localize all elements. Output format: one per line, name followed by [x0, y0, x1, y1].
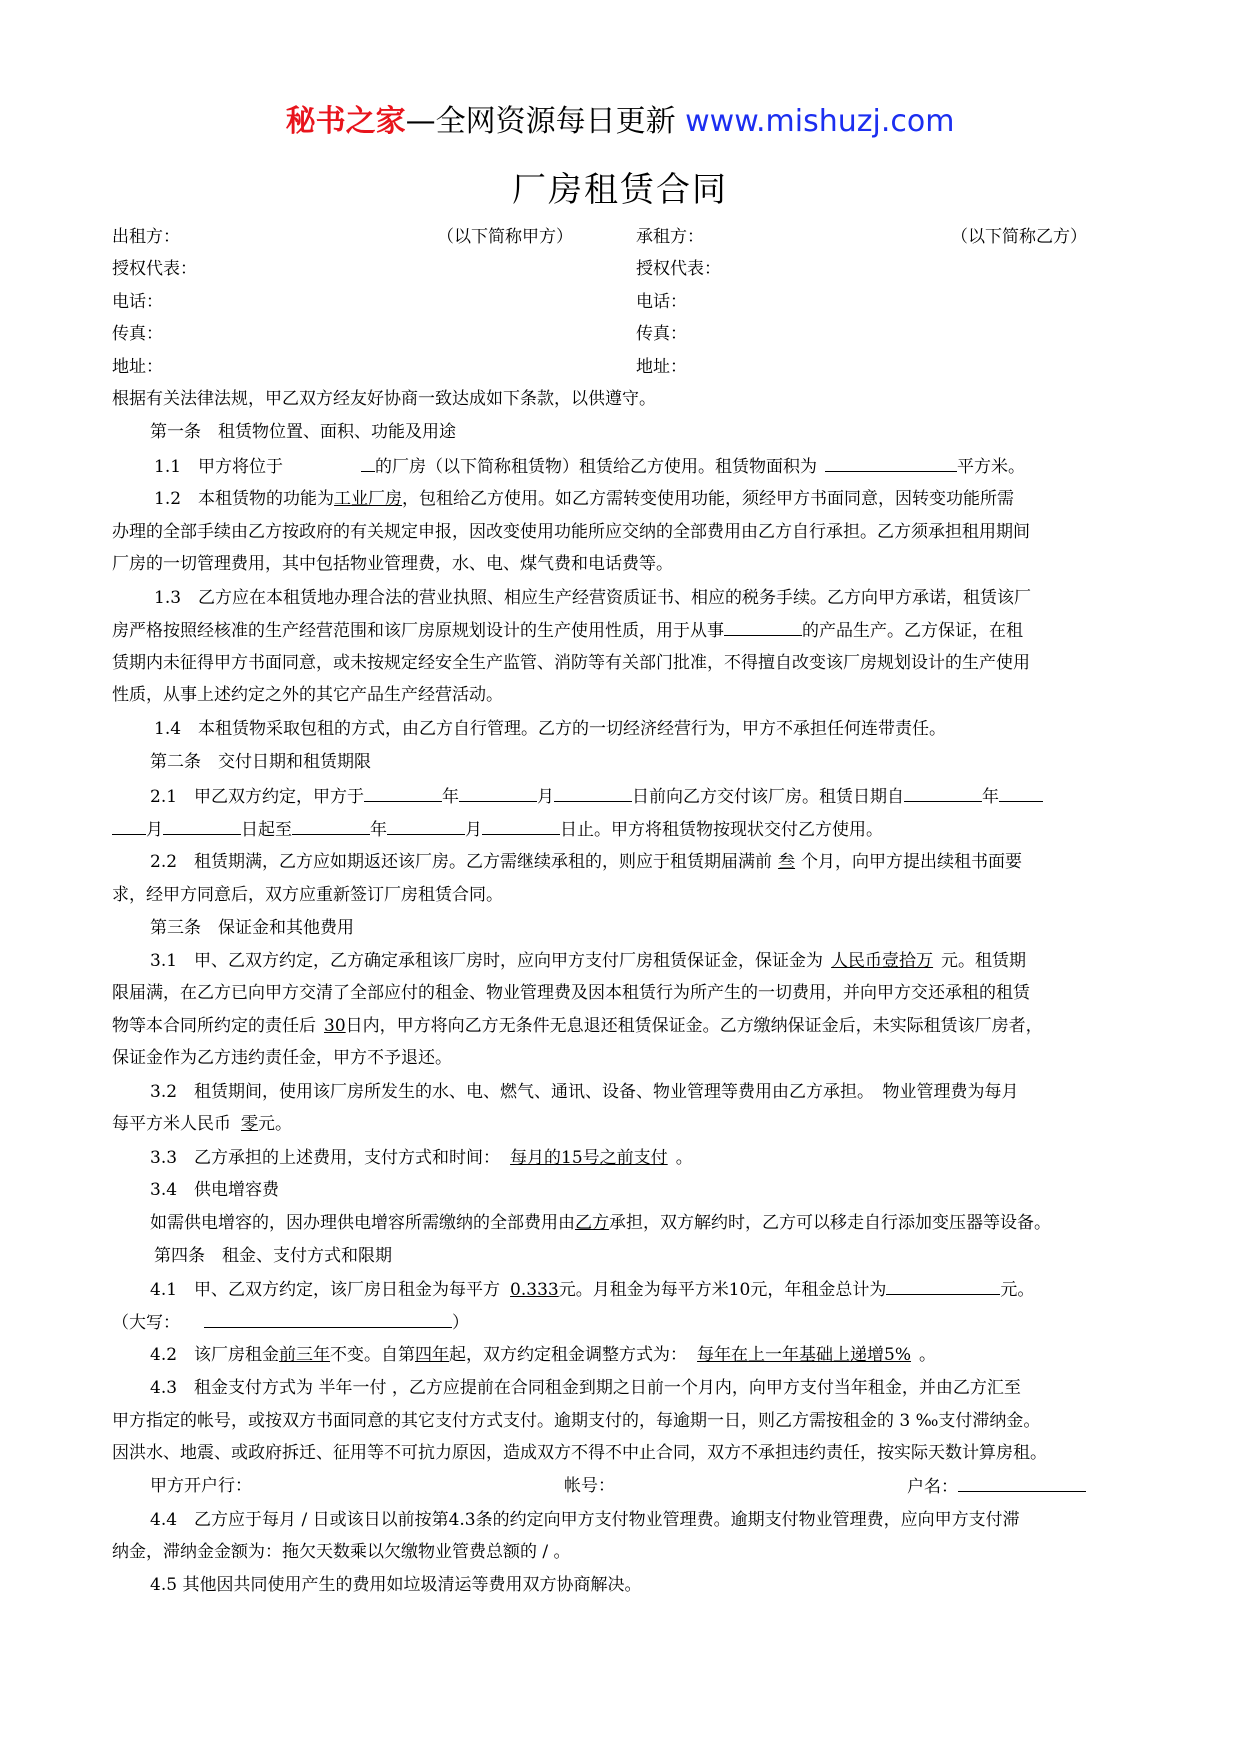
account-name-blank — [958, 1474, 1086, 1492]
location-underline — [361, 454, 375, 472]
clause-text: 起，双方约定租金调整方式为： — [449, 1345, 688, 1365]
lessor-phone-label: 电话： — [112, 292, 163, 312]
account-name-row — [907, 1474, 1086, 1499]
clause-4-1-line-2 — [112, 1310, 469, 1335]
location-blank — [283, 455, 361, 472]
year-label: 年 — [982, 787, 1000, 807]
clause-2-2 — [150, 850, 1022, 874]
banner-site-link[interactable]: www.mishuzj.com — [685, 104, 955, 139]
filled-value: 每年在上一年基础上递增5% — [697, 1345, 912, 1365]
date-blank — [459, 784, 537, 802]
clause-3-2: 3.2 租赁期间，使用该厂房所发生的水、电、燃气、通讯、设备、物业管理等费用由乙方承担。 物业管理费为每月 — [150, 1082, 1019, 1102]
year-label: 年 — [442, 787, 460, 807]
lessor-label: 出租方： — [112, 227, 180, 247]
clause-1-3: 1.3 乙方应在本租赁地办理合法的营业执照、相应生产经营资质证书、相应的税务手续。乙方向甲方承诺，租赁该厂 — [154, 588, 1032, 608]
bank-label: 甲方开户行： — [150, 1476, 252, 1496]
article-2-heading: 第二条 交付日期和租赁期限 — [150, 752, 371, 772]
clause-text: 元。租赁期 — [941, 951, 1027, 971]
clause-4-3-line-2: 甲方指定的帐号，或按双方书面同意的其它支付方式支付。逾期支付的，每逾期一日，则乙方需按租金的 3 ‰支付滞纳金。 — [112, 1411, 1041, 1431]
banner-brand: 秘书之家 — [285, 104, 406, 139]
clause-2-1 — [150, 784, 1043, 809]
month-label: 月 — [465, 820, 482, 840]
annual-rent-blank — [886, 1277, 1000, 1295]
clause-4-4: 4.4 乙方应于每月 / 日或该日以前按第4.3条的约定向甲方支付物业管理费。逾期支付物业管理费，应向甲方支付滞 — [150, 1510, 1020, 1530]
clause-3-2-line-2 — [112, 1112, 292, 1136]
filled-value: 零 — [241, 1114, 258, 1134]
lessee-fax-label: 传真： — [636, 324, 687, 344]
clause-2-2-line-2: 求，经甲方同意后，双方应重新签订厂房租赁合同。 — [112, 885, 503, 905]
clause-3-4: 3.4 供电增容费 — [150, 1180, 280, 1200]
lessor-alias: （以下简称甲方） — [437, 227, 573, 247]
account-label: 帐号： — [564, 1476, 615, 1496]
date-blank — [387, 817, 465, 835]
account-name-label: 户名： — [907, 1477, 958, 1497]
clause-text: 的产品生产。乙方保证，在租 — [802, 621, 1023, 641]
clause-text: 每平方米人民币 — [112, 1114, 231, 1134]
clause-text: 。 — [919, 1345, 937, 1365]
clause-text: 2.1 甲乙双方约定，甲方于 — [150, 787, 365, 807]
month-label: 月 — [146, 820, 163, 840]
article-3-heading: 第三条 保证金和其他费用 — [150, 918, 354, 938]
clause-2-1-line-2 — [112, 817, 883, 842]
area-blank — [825, 454, 957, 472]
clause-1-3-line-4: 性质，从事上述约定之外的其它产品生产经营活动。 — [112, 685, 503, 705]
document-title: 厂房租赁合同 — [512, 170, 728, 210]
filled-value: 叁 — [778, 852, 796, 872]
clause-4-1 — [150, 1277, 1034, 1302]
clause-1-1 — [154, 454, 1025, 479]
clause-text: 1.1 甲方将位于 — [154, 457, 284, 477]
clause-text: 元。 — [258, 1114, 292, 1134]
clause-4-2 — [150, 1343, 936, 1367]
article-4-heading: 第四条 租金、支付方式和限期 — [154, 1246, 392, 1266]
amount-in-words-blank — [204, 1310, 452, 1328]
filled-value: 0.333 — [510, 1280, 559, 1300]
clause-1-4: 1.4 本租赁物采取包租的方式，由乙方自行管理。乙方的一切经济经营行为，甲方不承担任何连带责任。 — [154, 719, 947, 739]
clause-text: 日内，甲方将向乙方无条件无息退还租赁保证金。乙方缴纳保证金后，未实际租赁该厂房者， — [345, 1016, 1043, 1036]
lessee-address-label: 地址： — [636, 357, 687, 377]
clause-text: 。 — [675, 1148, 693, 1168]
clause-text: ） — [452, 1313, 469, 1333]
clause-text: 物等本合同所约定的责任后 — [112, 1016, 316, 1036]
clause-text: 日前向乙方交付该厂房。租赁日期自 — [632, 787, 905, 807]
lessee-rep-label: 授权代表： — [636, 259, 721, 279]
clause-3-1-line-2: 限届满，在乙方已向甲方交清了全部应付的租金、物业管理费及因本租赁行为所产生的一切费用，并向甲方交还承租的租赁 — [112, 983, 1030, 1003]
lessor-address-label: 地址： — [112, 357, 163, 377]
date-blank — [904, 784, 982, 802]
clause-text: 不变。自第 — [330, 1345, 416, 1365]
filled-value: 四年 — [415, 1345, 450, 1365]
filled-value: 工业厂房 — [334, 489, 403, 509]
clause-text: 日止。甲方将租赁物按现状交付乙方使用。 — [560, 820, 883, 840]
date-blank — [364, 784, 442, 802]
clause-text: （大写： — [112, 1313, 180, 1333]
clause-1-3-line-2 — [112, 618, 1023, 643]
month-label: 月 — [537, 787, 555, 807]
clause-1-2-line-2: 办理的全部手续由乙方按政府的有关规定申报，因改变使用功能所应交纳的全部费用由乙方自行承担。乙方须承担租用期间 — [112, 522, 1030, 542]
clause-1-3-line-3: 赁期内未征得甲方书面同意，或未按规定经安全生产监管、消防等有关部门批准，不得擅自改变该厂房规划设计的生产使用 — [112, 653, 1030, 673]
clause-text: 个月，向甲方提出续租书面要 — [801, 852, 1023, 872]
year-label: 年 — [370, 820, 387, 840]
date-blank — [999, 784, 1043, 802]
clause-text: 平方米。 — [957, 457, 1026, 477]
clause-text: 4.1 甲、乙双方约定，该厂房日租金为每平方 — [150, 1280, 501, 1300]
clause-4-3: 4.3 租金支付方式为 半年一付 ，乙方应提前在合同租金到期之日前一个月内，向甲方支付当年租金，并由乙方汇至 — [150, 1378, 1021, 1398]
clause-text: 日起至 — [241, 820, 292, 840]
filled-value: 30 — [324, 1016, 346, 1036]
site-banner — [0, 102, 1240, 142]
clause-3-1-line-3 — [112, 1014, 1043, 1038]
clause-text: 3.3 乙方承担的上述费用，支付方式和时间： — [150, 1148, 501, 1168]
lessee-phone-label: 电话： — [636, 292, 687, 312]
date-blank — [554, 784, 632, 802]
clause-1-2 — [154, 487, 1014, 511]
clause-4-3-line-3: 因洪水、地震、或政府拆迁、征用等不可抗力原因，造成双方不得不中止合同，双方不承担违约责任，按实际天数计算房租。 — [112, 1443, 1047, 1463]
clause-text: 元。月租金为每平方米10元，年租金总计为 — [558, 1280, 887, 1300]
clause-text: 房严格按照经核准的生产经营范围和该厂房原规划设计的生产使用性质，用于从事 — [112, 621, 724, 641]
clause-text: 如需供电增容的，因办理供电增容所需缴纳的全部费用由 — [150, 1213, 575, 1233]
clause-4-4-line-2: 纳金，滞纳金金额为：拖欠天数乘以欠缴物业管费总额的 / 。 — [112, 1542, 571, 1562]
clause-text: ，包租给乙方使用。如乙方需转变使用功能，须经甲方书面同意，因转变功能所需 — [402, 489, 1015, 509]
lessor-rep-label: 授权代表： — [112, 259, 197, 279]
lessee-alias: （以下简称乙方） — [951, 227, 1087, 247]
lessor-fax-label: 传真： — [112, 324, 163, 344]
filled-value: 人民币壹拾万 — [831, 951, 934, 971]
clause-text: 1.2 本租赁物的功能为 — [154, 489, 335, 509]
clause-text: 3.1 甲、乙双方约定，乙方确定承租该厂房时，应向甲方支付厂房租赁保证金，保证金为 — [150, 951, 824, 971]
clause-3-1-line-4: 保证金作为乙方违约责任金，甲方不予退还。 — [112, 1048, 452, 1068]
date-blank — [163, 817, 241, 835]
clause-text: 元。 — [1000, 1280, 1035, 1300]
lessee-label: 承租方： — [636, 227, 704, 247]
date-blank — [482, 817, 560, 835]
clause-text: 的厂房（以下简称租赁物）租赁给乙方使用。租赁物面积为 — [375, 457, 818, 477]
article-1-heading: 第一条 租赁物位置、面积、功能及用途 — [150, 422, 456, 442]
clause-text: 4.2 该厂房租金 — [150, 1345, 280, 1365]
clause-3-1 — [150, 949, 1026, 973]
product-blank — [724, 618, 802, 636]
clause-4-5: 4.5 其他因共同使用产生的费用如垃圾清运等费用双方协商解决。 — [150, 1575, 642, 1595]
filled-value: 每月的15号之前支付 — [510, 1148, 668, 1168]
banner-slogan: —全网资源每日更新 — [405, 104, 686, 139]
clause-text: 承担，双方解约时，乙方可以移走自行添加变压器等设备。 — [609, 1213, 1051, 1233]
clause-3-3 — [150, 1146, 693, 1170]
date-blank — [292, 817, 370, 835]
filled-value: 乙方 — [575, 1213, 609, 1233]
intro-paragraph: 根据有关法律法规，甲乙双方经友好协商一致达成如下条款，以供遵守。 — [112, 389, 656, 409]
clause-3-4-line-2 — [150, 1211, 1051, 1235]
filled-value: 前三年 — [279, 1345, 331, 1365]
clause-1-2-line-3: 厂房的一切管理费用，其中包括物业管理费，水、电、煤气费和电话费等。 — [112, 554, 673, 574]
clause-text: 2.2 租赁期满，乙方应如期返还该厂房。乙方需继续承租的，则应于租赁期届满前 — [150, 852, 773, 872]
date-blank — [112, 817, 146, 835]
